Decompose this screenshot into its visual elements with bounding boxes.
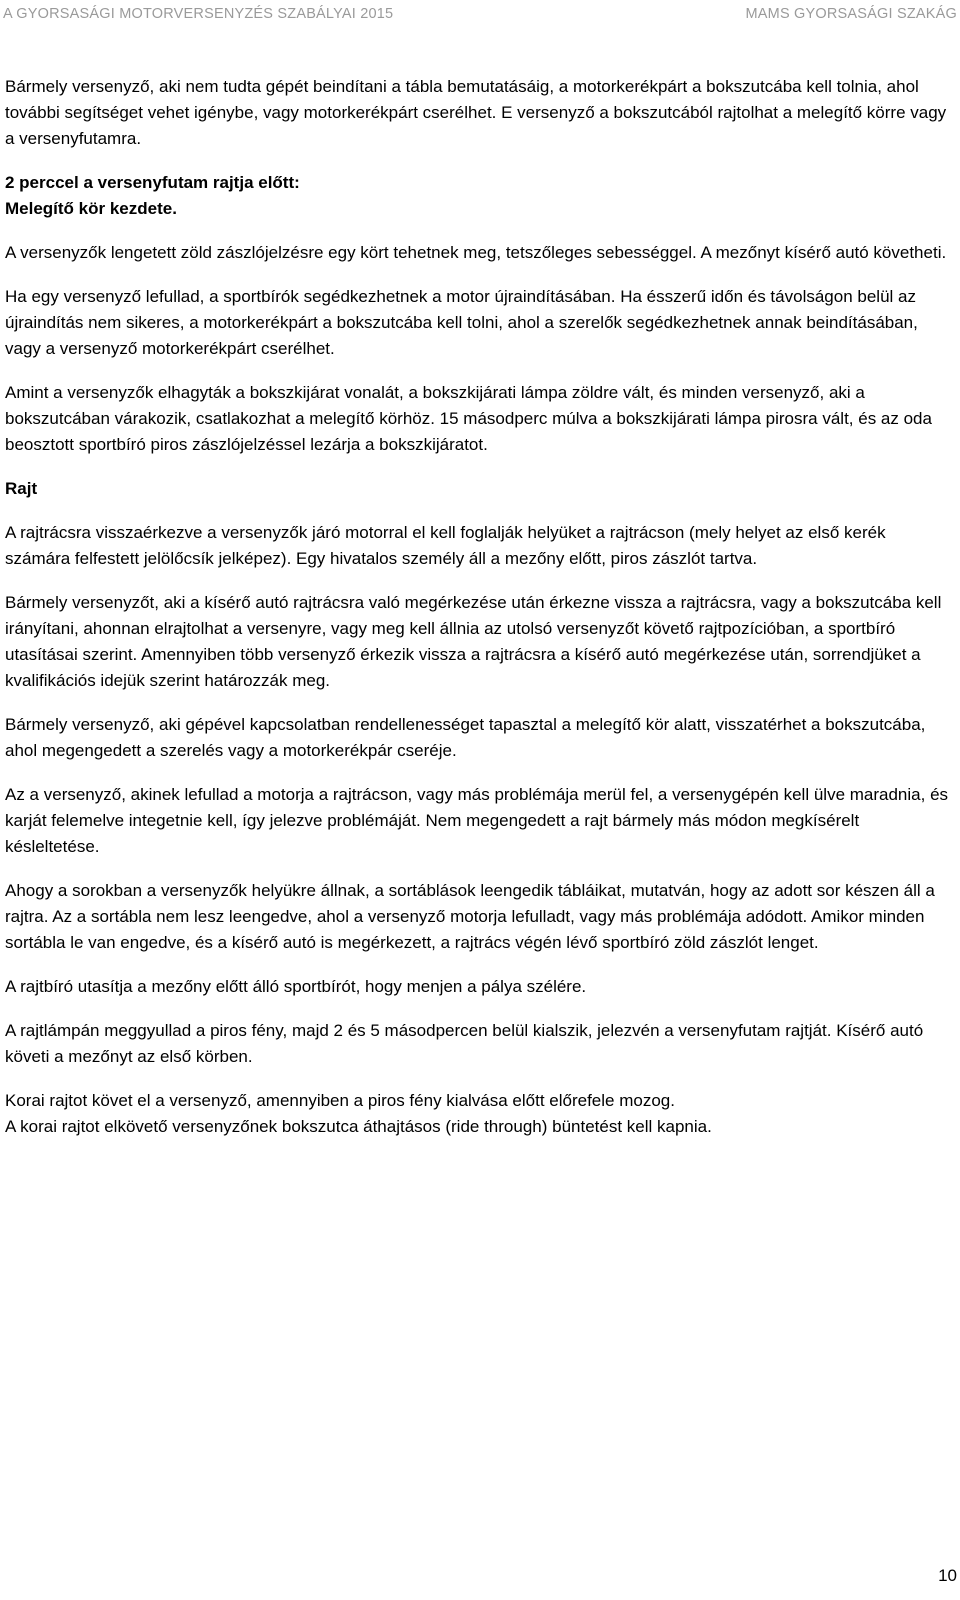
header-section-name: MAMS GYORSASÁGI SZAKÁG	[745, 6, 957, 22]
warmup-start-line: Melegítő kör kezdete.	[5, 199, 177, 218]
paragraph-pit-exit-light: Amint a versenyzők elhagyták a bokszkijárat vonalát, a bokszkijárati lámpa zöldre vált, és minden versenyző, aki a bokszutcában várakozik, csatlakozhat a melegítő körhöz. 15 másodperc múlva a bokszkijárati lámpa pirosra vált, és az oda beosztott sportbíró piros zászlójelzéssel lezárja a bokszkijáratot.	[5, 383, 932, 454]
paragraph-jump-start	[5, 1088, 955, 1140]
jump-start-definition: Korai rajtot követ el a versenyző, amennyiben a piros fény kialvása előtt előrefele mozog.	[5, 1091, 675, 1110]
warmup-timing-heading	[5, 170, 955, 222]
section-heading-rajt: Rajt	[5, 479, 38, 498]
paragraph-push-to-pit: Bármely versenyző, aki nem tudta gépét beindítani a tábla bemutatásáig, a motorkerékpárt a bokszutcába kell tolnia, ahol további segítséget vehet igénybe, vagy motorkerékpárt cserélhet. E versenyző a bokszutcából rajtolhat a melegítő körre vagy a versenyfutamra.	[5, 77, 947, 148]
paragraph-grid-positions: A rajtrácsra visszaérkezve a versenyzők járó motorral el kell foglalják helyüket a rajtrácson (mely helyet az első kerék számára felfestett jelölőcsík jelképez). Egy hivatalos személy áll a mezőny előtt, piros zászlót tartva.	[5, 523, 886, 568]
paragraph-start-lights: A rajtlámpán meggyullad a piros fény, majd 2 és 5 másodpercen belül kialszik, jelezvén a versenyfutam rajtját. Kísérő autó követi a mezőnyt az első körben.	[5, 1021, 924, 1066]
running-header	[0, 2, 960, 26]
paragraph-stalled-on-grid: Az a versenyző, akinek lefullad a motorja a rajtrácson, vagy más problémája merül fel, a versenygépén kell ülve maradnia, és karját felemelve integetnie kell, így jelezve problémáját. Nem megengedett a rajt bármely más módon megkísérelt késleltetése.	[5, 785, 949, 856]
header-document-title: A GYORSASÁGI MOTORVERSENYZÉS SZABÁLYAI 2015	[3, 6, 394, 22]
paragraph-warmup-problem: Bármely versenyző, aki gépével kapcsolatban rendellenességet tapasztal a melegítő kör alatt, visszatérhet a bokszutcába, ahol megengedett a szerelés vagy a motorkerékpár cseréje.	[5, 715, 926, 760]
paragraph-marshal-leaves: A rajtbíró utasítja a mezőny előtt álló sportbírót, hogy menjen a pálya szélére.	[5, 977, 587, 996]
paragraph-row-boards: Ahogy a sorokban a versenyzők helyükre állnak, a sortáblások leengedik tábláikat, mutatván, hogy az adott sor készen áll a rajtra. Az a sortábla nem lesz leengedve, ahol a versenyző motorja lefulladt, vagy más problémája adódott. Amikor minden sortábla le van engedve, és a kísérő autó is megérkezett, a rajtrács végén lévő sportbíró zöld zászlót lenget.	[5, 881, 935, 952]
paragraph-warmup-lap: A versenyzők lengetett zöld zászlójelzésre egy kört tehetnek meg, tetszőleges sebességgel. A mezőnyt kísérő autó követheti.	[5, 243, 947, 262]
page-content	[5, 74, 955, 1140]
paragraph-stalled-rider: Ha egy versenyző lefullad, a sportbírók segédkezhetnek a motor újraindításában. Ha ésszerű időn és távolságon belül az újraindítás nem sikeres, a motorkerékpárt a bokszutcába kell tolni, ahol a szerelők segédkezhetnek annak beindításában, vagy a versenyző motorkerékpárt cserélhet.	[5, 287, 918, 358]
jump-start-penalty: A korai rajtot elkövető versenyzőnek bokszutca áthajtásos (ride through) büntetést kell kapnia.	[5, 1117, 712, 1136]
page-number: 10	[938, 1566, 957, 1585]
warmup-timing-line: 2 perccel a versenyfutam rajtja előtt:	[5, 173, 300, 192]
paragraph-late-arrival: Bármely versenyzőt, aki a kísérő autó rajtrácsra való megérkezése után érkezne vissza a rajtrácsra, vagy a bokszutcába kell irányítani, ahonnan elrajtolhat a versenyre, vagy meg kell állnia az utolsó versenyzőt követő rajtpozícióban, a sportbíró utasításai szerint. Amennyiben több versenyző érkezik vissza a rajtrácsra a kísérő autó megérkezése után, sorrendjüket a kvalifikációs idejük szerint határozzák meg.	[5, 593, 942, 690]
